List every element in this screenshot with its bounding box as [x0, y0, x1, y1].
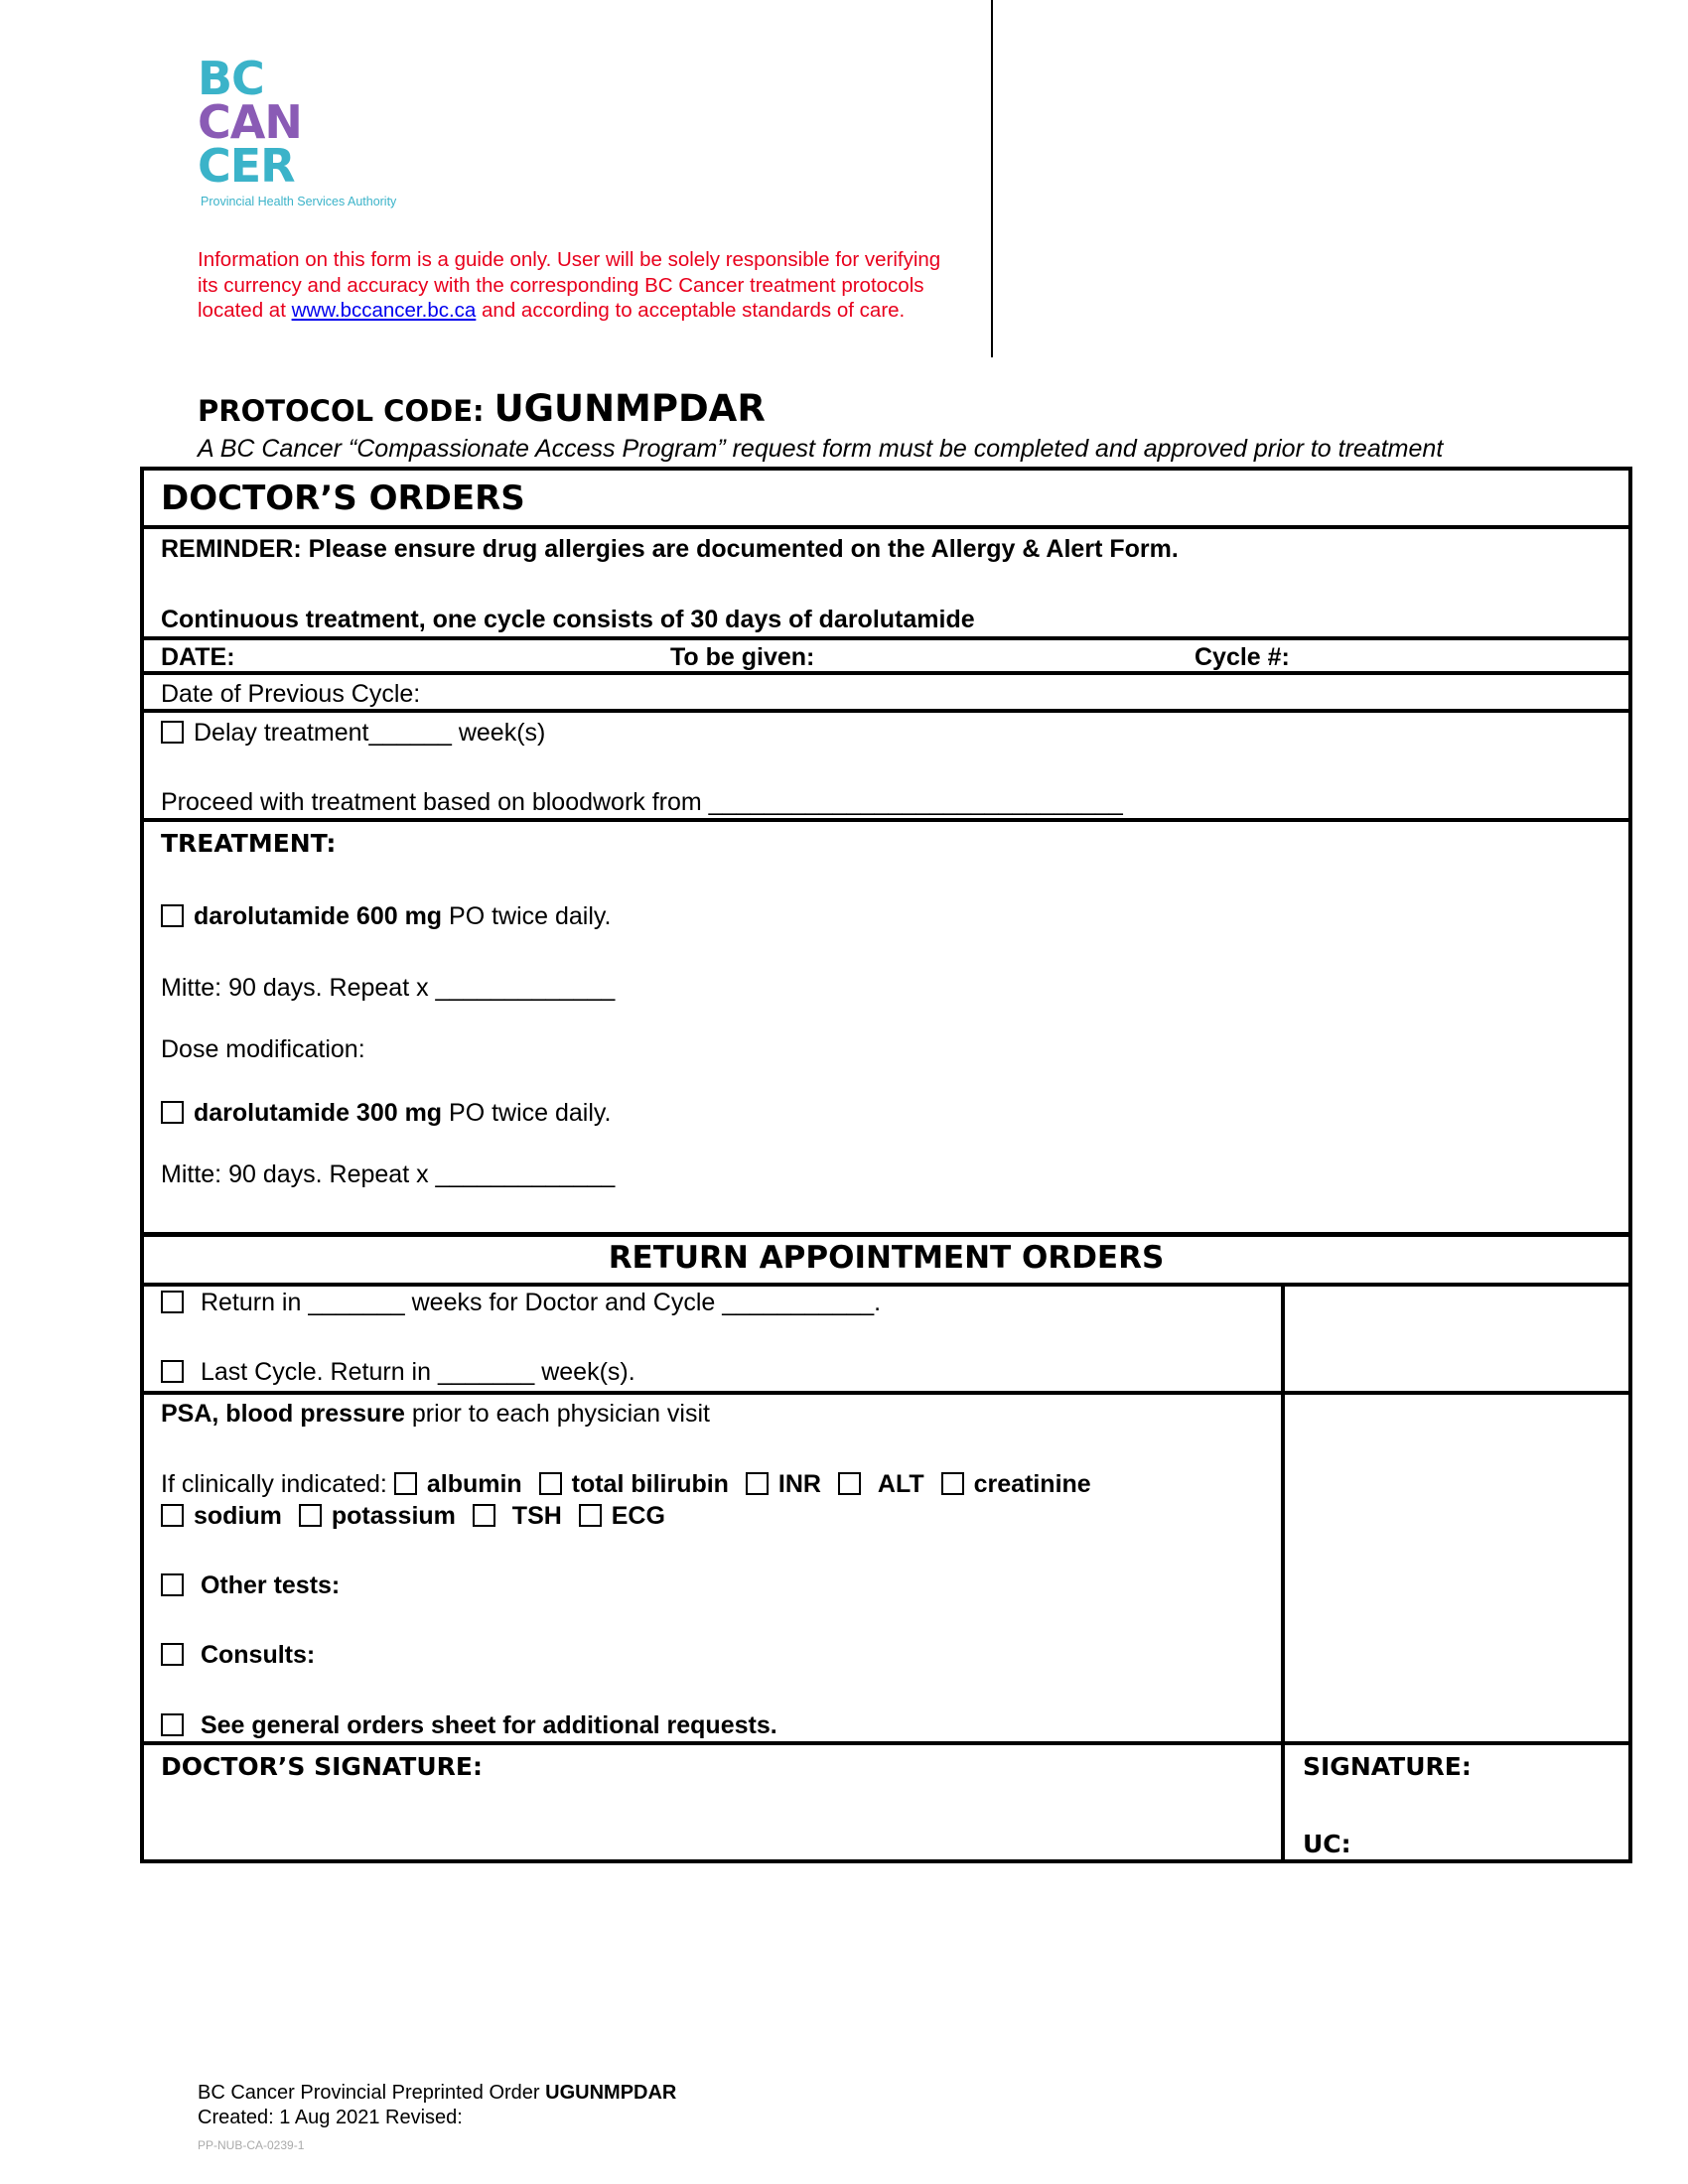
- cycle-label: Cycle #:: [1195, 643, 1290, 671]
- clinically-indicated-row: [161, 1469, 1091, 1499]
- logo-subtitle: Provincial Health Services Authority: [201, 195, 397, 208]
- previous-cycle-label: Date of Previous Cycle:: [161, 680, 421, 708]
- rule: [144, 525, 1628, 529]
- psa-row: [161, 1399, 710, 1429]
- to-be-given-label: To be given:: [670, 643, 815, 671]
- other-tests-label: Other tests:: [200, 1571, 341, 1599]
- psa-rest: prior to each physician visit: [404, 1400, 710, 1428]
- sodium-checkbox[interactable]: [161, 1504, 184, 1527]
- creatinine-checkbox[interactable]: [941, 1472, 964, 1495]
- total-bilirubin-checkbox[interactable]: [539, 1472, 562, 1495]
- footer-text: BC Cancer Provincial Preprinted Order: [198, 2082, 546, 2104]
- rule: [144, 1232, 1628, 1237]
- potassium-checkbox[interactable]: [299, 1504, 322, 1527]
- dose-modification-label: Dose modification:: [161, 1035, 365, 1063]
- bccancer-link[interactable]: www.bccancer.bc.ca: [291, 299, 477, 322]
- logo-line-1: BC: [198, 52, 264, 105]
- header-divider: [991, 0, 993, 357]
- rule: [144, 818, 1628, 822]
- last-cycle-row: [161, 1357, 635, 1387]
- albumin-checkbox[interactable]: [394, 1472, 417, 1495]
- delay-treatment-checkbox[interactable]: [161, 721, 184, 744]
- inr-checkbox[interactable]: [746, 1472, 769, 1495]
- proceed-bloodwork: Proceed with treatment based on bloodwork from ______________________________: [161, 788, 1123, 816]
- albumin-label: albumin: [426, 1470, 522, 1498]
- consults-checkbox[interactable]: [161, 1643, 184, 1666]
- continuous-treatment-note: Continuous treatment, one cycle consists of 30 days of darolutamide: [161, 606, 975, 633]
- ecg-checkbox[interactable]: [579, 1504, 602, 1527]
- psa-bold: PSA, blood pressure: [161, 1400, 405, 1428]
- general-orders-checkbox[interactable]: [161, 1713, 184, 1736]
- drug-300-name: darolutamide 300 mg: [194, 1099, 443, 1127]
- uc-label: UC:: [1303, 1830, 1351, 1858]
- sodium-label: sodium: [194, 1502, 282, 1530]
- drug-600-checkbox[interactable]: [161, 904, 184, 927]
- drug-300-row: [161, 1098, 612, 1128]
- doctors-signature-label: DOCTOR’S SIGNATURE:: [161, 1752, 483, 1781]
- inr-label: INR: [777, 1470, 821, 1498]
- consults-label: Consults:: [200, 1641, 316, 1669]
- rule: [144, 636, 1628, 640]
- rule: [144, 1741, 1628, 1745]
- total-bilirubin-label: total bilirubin: [571, 1470, 729, 1498]
- drug-300-checkbox[interactable]: [161, 1101, 184, 1124]
- footer-line-1: [198, 2081, 676, 2105]
- rule: [144, 1283, 1628, 1287]
- return-in-checkbox[interactable]: [161, 1291, 184, 1313]
- logo-line-3: CER: [198, 139, 295, 193]
- tsh-checkbox[interactable]: [473, 1504, 495, 1527]
- clinically-indicated-label: If clinically indicated:: [161, 1470, 387, 1498]
- disclaimer: [198, 247, 952, 324]
- mitte-300: Mitte: 90 days. Repeat x _____________: [161, 1160, 616, 1188]
- tests-row-2: [161, 1501, 665, 1531]
- potassium-label: potassium: [331, 1502, 456, 1530]
- return-appointment-heading: RETURN APPOINTMENT ORDERS: [608, 1240, 1165, 1276]
- disclaimer-text-1: Information on this form is a guide only. User will be solely responsible for verifying its currency and accuracy with the corresponding BC Cancer treatment protocols located at: [198, 248, 941, 322]
- drug-300-directions: PO twice daily.: [442, 1099, 612, 1127]
- form-code: PP-NUB-CA-0239-1: [198, 2138, 305, 2152]
- rule: [144, 1391, 1628, 1395]
- last-cycle-label: Last Cycle. Return in _______ week(s).: [200, 1358, 635, 1386]
- return-in-row: [161, 1288, 881, 1317]
- treatment-heading: TREATMENT:: [161, 829, 337, 858]
- allergy-reminder: REMINDER: Please ensure drug allergies are documented on the Allergy & Alert Form.: [161, 535, 1179, 563]
- drug-600-row: [161, 901, 612, 931]
- other-tests-row: [161, 1570, 340, 1600]
- footer-protocol-code: UGUNMPDAR: [545, 2082, 677, 2104]
- protocol-code-label: PROTOCOL CODE:: [198, 394, 485, 428]
- delay-treatment-row: [161, 718, 545, 748]
- alt-label: ALT: [877, 1470, 924, 1498]
- doctors-orders-form: [140, 467, 1632, 1863]
- delay-treatment-label: Delay treatment______ week(s): [194, 719, 546, 747]
- last-cycle-checkbox[interactable]: [161, 1360, 184, 1383]
- footer-created: Created: 1 Aug 2021 Revised:: [198, 2107, 463, 2128]
- form-title: DOCTOR’S ORDERS: [161, 478, 525, 518]
- date-label: DATE:: [161, 643, 235, 671]
- rule: [144, 709, 1628, 713]
- column-divider: [1281, 1285, 1285, 1859]
- protocol-code: [198, 387, 766, 430]
- ecg-label: ECG: [611, 1502, 665, 1530]
- general-orders-label: See general orders sheet for additional requests.: [200, 1711, 777, 1739]
- disclaimer-text-2: and according to acceptable standards of care.: [476, 299, 906, 322]
- alt-checkbox[interactable]: [838, 1472, 861, 1495]
- creatinine-label: creatinine: [973, 1470, 1091, 1498]
- protocol-subtitle: A BC Cancer “Compassionate Access Program” request form must be completed and approved prior to treatment: [198, 435, 1444, 463]
- consults-row: [161, 1640, 315, 1670]
- drug-600-directions: PO twice daily.: [442, 902, 612, 930]
- logo-line-2: CAN: [198, 95, 302, 149]
- return-in-label: Return in _______ weeks for Doctor and Cycle ___________.: [200, 1289, 882, 1316]
- signature-label: SIGNATURE:: [1303, 1752, 1472, 1781]
- general-orders-row: [161, 1710, 777, 1740]
- other-tests-checkbox[interactable]: [161, 1573, 184, 1596]
- tsh-label: TSH: [511, 1502, 562, 1530]
- protocol-code-value: UGUNMPDAR: [493, 387, 766, 430]
- drug-600-name: darolutamide 600 mg: [194, 902, 443, 930]
- mitte-600: Mitte: 90 days. Repeat x _____________: [161, 974, 616, 1002]
- rule: [144, 671, 1628, 675]
